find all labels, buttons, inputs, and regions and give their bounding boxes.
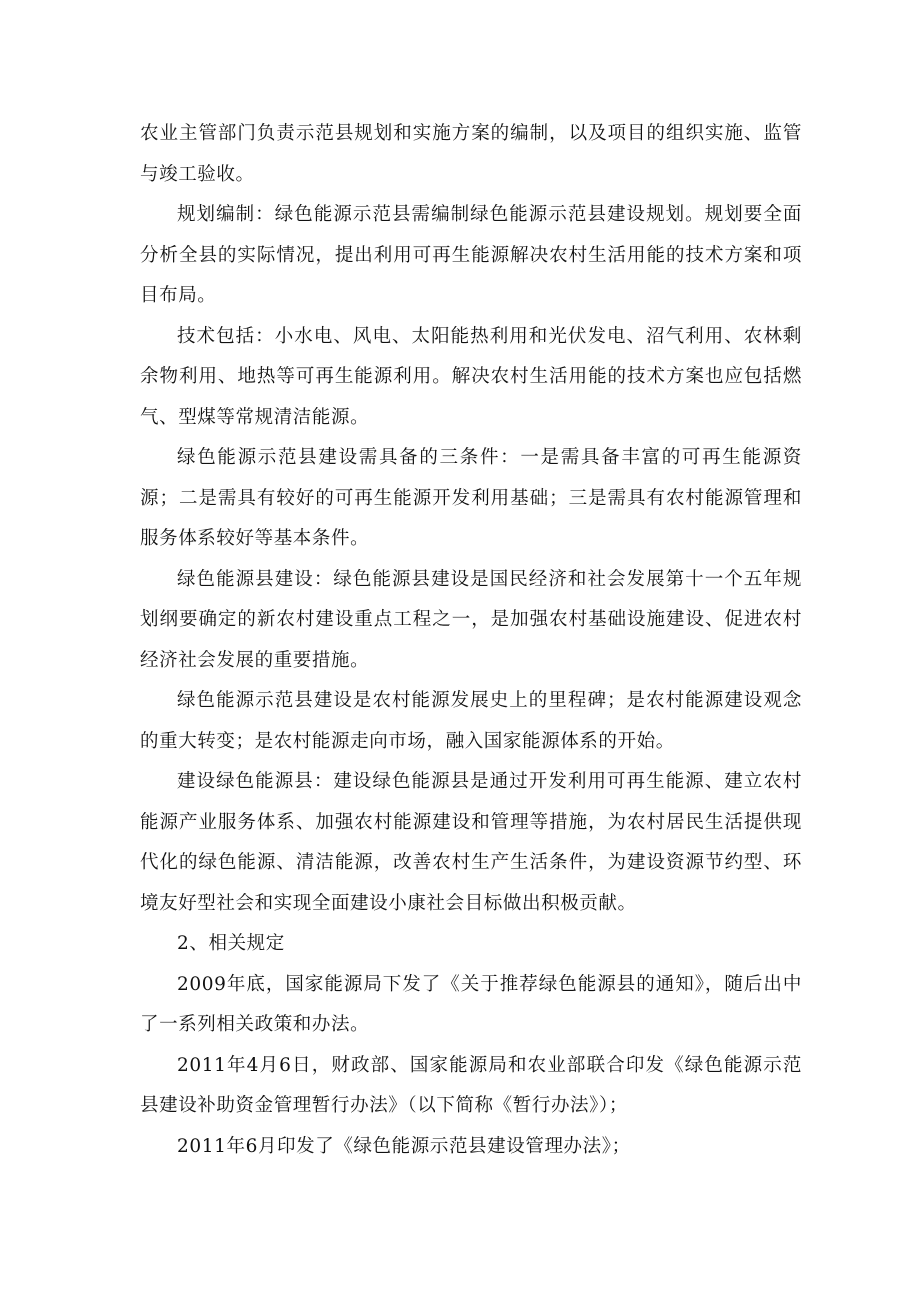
document-body	[140, 114, 802, 1167]
paragraph-2011-april: 2011年4月6日，财政部、国家能源局和农业部联合印发《绿色能源示范县建设补助资金管理暂行办法》（以下简称《暂行办法》）；	[140, 1054, 802, 1116]
paragraph-technology: 技术包括：小水电、风电、太阳能热利用和光伏发电、沼气利用、农林剩余物利用、地热等可再生能源利用。解决农村生活用能的技术方案也应包括燃气、型煤等常规清洁能源。	[140, 325, 802, 428]
paragraph-build-green-county: 建设绿色能源县：建设绿色能源县是通过开发利用可再生能源、建立农村能源产业服务体系、加强农村能源建设和管理等措施，为农村居民生活提供现代化的绿色能源、清洁能源，改善农村生产生活条件，为建设资源节约型、环境友好型社会和实现全面建设小康社会目标做出积极贡献。	[140, 771, 802, 914]
paragraph-2011-june: 2011年6月印发了《绿色能源示范县建设管理办法》；	[177, 1135, 631, 1157]
paragraph-conditions: 绿色能源示范县建设需具备的三条件：一是需具备丰富的可再生能源资源；二是需具有较好的可再生能源开发利用基础；三是需具有农村能源管理和服务体系较好等基本条件。	[140, 447, 802, 549]
paragraph-2009-notice: 2009年底，国家能源局下发了《关于推荐绿色能源县的通知》，随后出中了一系列相关政策和办法。	[140, 973, 802, 1035]
paragraph-county-construction: 绿色能源县建设：绿色能源县建设是国民经济和社会发展第十一个五年规划纲要确定的新农村建设重点工程之一，是加强农村基础设施建设、促进农村经济社会发展的重要措施。	[140, 568, 802, 671]
section-heading-regulations: 2、相关规定	[177, 933, 285, 954]
paragraph-milestone: 绿色能源示范县建设是农村能源发展史上的里程碑；是农村能源建设观念的重大转变；是农村能源走向市场，融入国家能源体系的开始。	[140, 690, 802, 752]
paragraph-continuation: 农业主管部门负责示范县规划和实施方案的编制，以及项目的组织实施、监管与竣工验收。	[140, 123, 802, 185]
paragraph-planning: 规划编制：绿色能源示范县需编制绿色能源示范县建设规划。规划要全面分析全县的实际情况，提出利用可再生能源解决农村生活用能的技术方案和项目布局。	[140, 204, 802, 306]
